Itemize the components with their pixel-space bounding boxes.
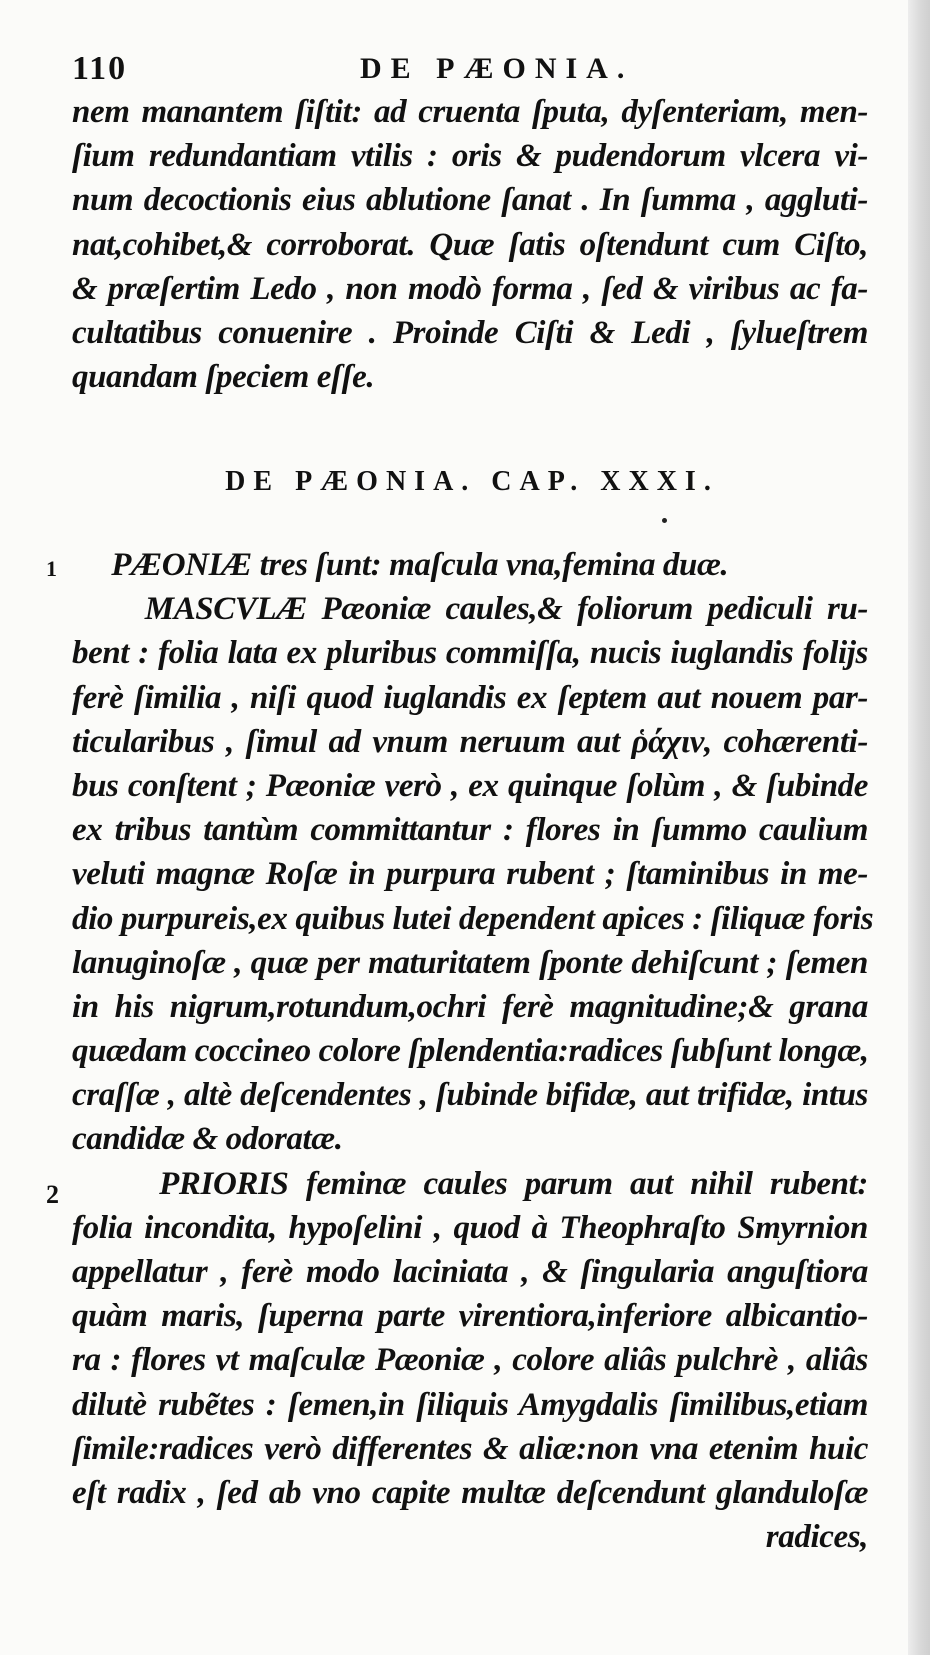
text-line: num decoctionis eius ablutione ſanat . In ſumma , aggluti- bbox=[72, 182, 868, 219]
text-line: & præſertim Ledo , non modò forma , ſed & viribus ac fa- bbox=[72, 270, 868, 307]
text-line: PÆONIÆ tres ſunt: maſcula vna,femina duæ. bbox=[72, 547, 729, 583]
page-edge-shadow bbox=[908, 0, 930, 1655]
text-line: quædam coccineo colore ſplendentia:radices ſubſunt longæ, bbox=[72, 1033, 869, 1070]
text-line: nat,cohibet,& corroborat. Quæ ſatis oſtendunt cum Ciſto, bbox=[72, 226, 868, 263]
chapter-title: DE PÆONIA. CAP. XXXI. bbox=[225, 466, 719, 497]
text-line: craſſæ , altè deſcendentes , ſubinde bifidæ, aut trifidæ, intus bbox=[72, 1077, 868, 1114]
text-line: dio purpureis,ex quibus lutei dependent apices : ſiliquæ foris bbox=[72, 900, 874, 937]
text-line: ra : flores vt maſculæ Pæoniæ , colore aliâs pulchrè , aliâs bbox=[72, 1342, 868, 1379]
page-number: 110 bbox=[72, 50, 128, 87]
text-line: ticularibus , ſimul ad vnum neruum aut ῥάχιν, cohærenti- bbox=[72, 723, 868, 760]
main-text bbox=[72, 543, 874, 1559]
text-line: cultatibus conuenire . Proinde Ciſti & Ledi , ſylueſtrem bbox=[72, 314, 868, 351]
text-line: PRIORIS feminæ caules parum aut nihil rubent: bbox=[72, 1165, 868, 1202]
text-line: MASCVLÆ Pæoniæ caules,& foliorum pediculi ru- bbox=[72, 591, 868, 628]
text-line: nem manantem ſiſtit: ad cruenta ſputa, dyſenteriam, men- bbox=[72, 94, 868, 130]
text-line: bent : folia lata ex pluribus commiſſa, nucis iuglandis folijs bbox=[72, 635, 868, 672]
text-line: lanuginoſæ , quæ per maturitatem ſponte dehiſcunt ; ſemen bbox=[72, 944, 868, 981]
text-line: quandam ſpeciem eſſe. bbox=[72, 359, 375, 396]
top-paragraph bbox=[72, 90, 868, 399]
text-line: veluti magnæ Roſæ in purpura rubent ; ſtaminibus in me- bbox=[72, 856, 868, 893]
marginal-number: 2 bbox=[46, 1180, 59, 1209]
text-line: dilutè rubẽtes : ſemen,in ſiliquis Amygdalis ſimilibus,etiam bbox=[72, 1386, 868, 1423]
text-line: candidæ & odoratæ. bbox=[72, 1121, 343, 1158]
marginal-number: 1 bbox=[46, 556, 57, 581]
running-head: DE PÆONIA. bbox=[360, 52, 634, 85]
text-line: ſimile:radices verò differentes & aliæ:non vna etenim huic bbox=[72, 1430, 868, 1467]
text-line: quàm maris, ſuperna parte virentiora,inferiore albicantio- bbox=[72, 1298, 868, 1335]
text-line: in his nigrum,rotundum,ochri ferè magnitudine;& grana bbox=[72, 988, 868, 1025]
text-line: ex tribus tantùm committantur : flores in ſummo caulium bbox=[72, 812, 868, 849]
ink-dot bbox=[662, 518, 667, 523]
text-line: radices, bbox=[765, 1519, 868, 1556]
text-line: appellatur , ferè modo laciniata , & ſingularia anguſtiora bbox=[72, 1254, 868, 1290]
text-line: bus conſtent ; Pæoniæ verò , ex quinque ſolùm , & ſubinde bbox=[72, 767, 868, 804]
text-line: folia incondita, hypoſelini , quod à Theophraſto Smyrnion bbox=[72, 1209, 868, 1246]
text-line: ferè ſimilia , niſi quod iuglandis ex ſeptem aut nouem par- bbox=[72, 679, 868, 716]
text-line: ſium redundantiam vtilis : oris & pudendorum vlcera vi- bbox=[72, 138, 868, 175]
page-header bbox=[72, 50, 872, 90]
text-line: eſt radix , ſed ab vno capite multæ deſcendunt glanduloſæ bbox=[72, 1474, 868, 1511]
